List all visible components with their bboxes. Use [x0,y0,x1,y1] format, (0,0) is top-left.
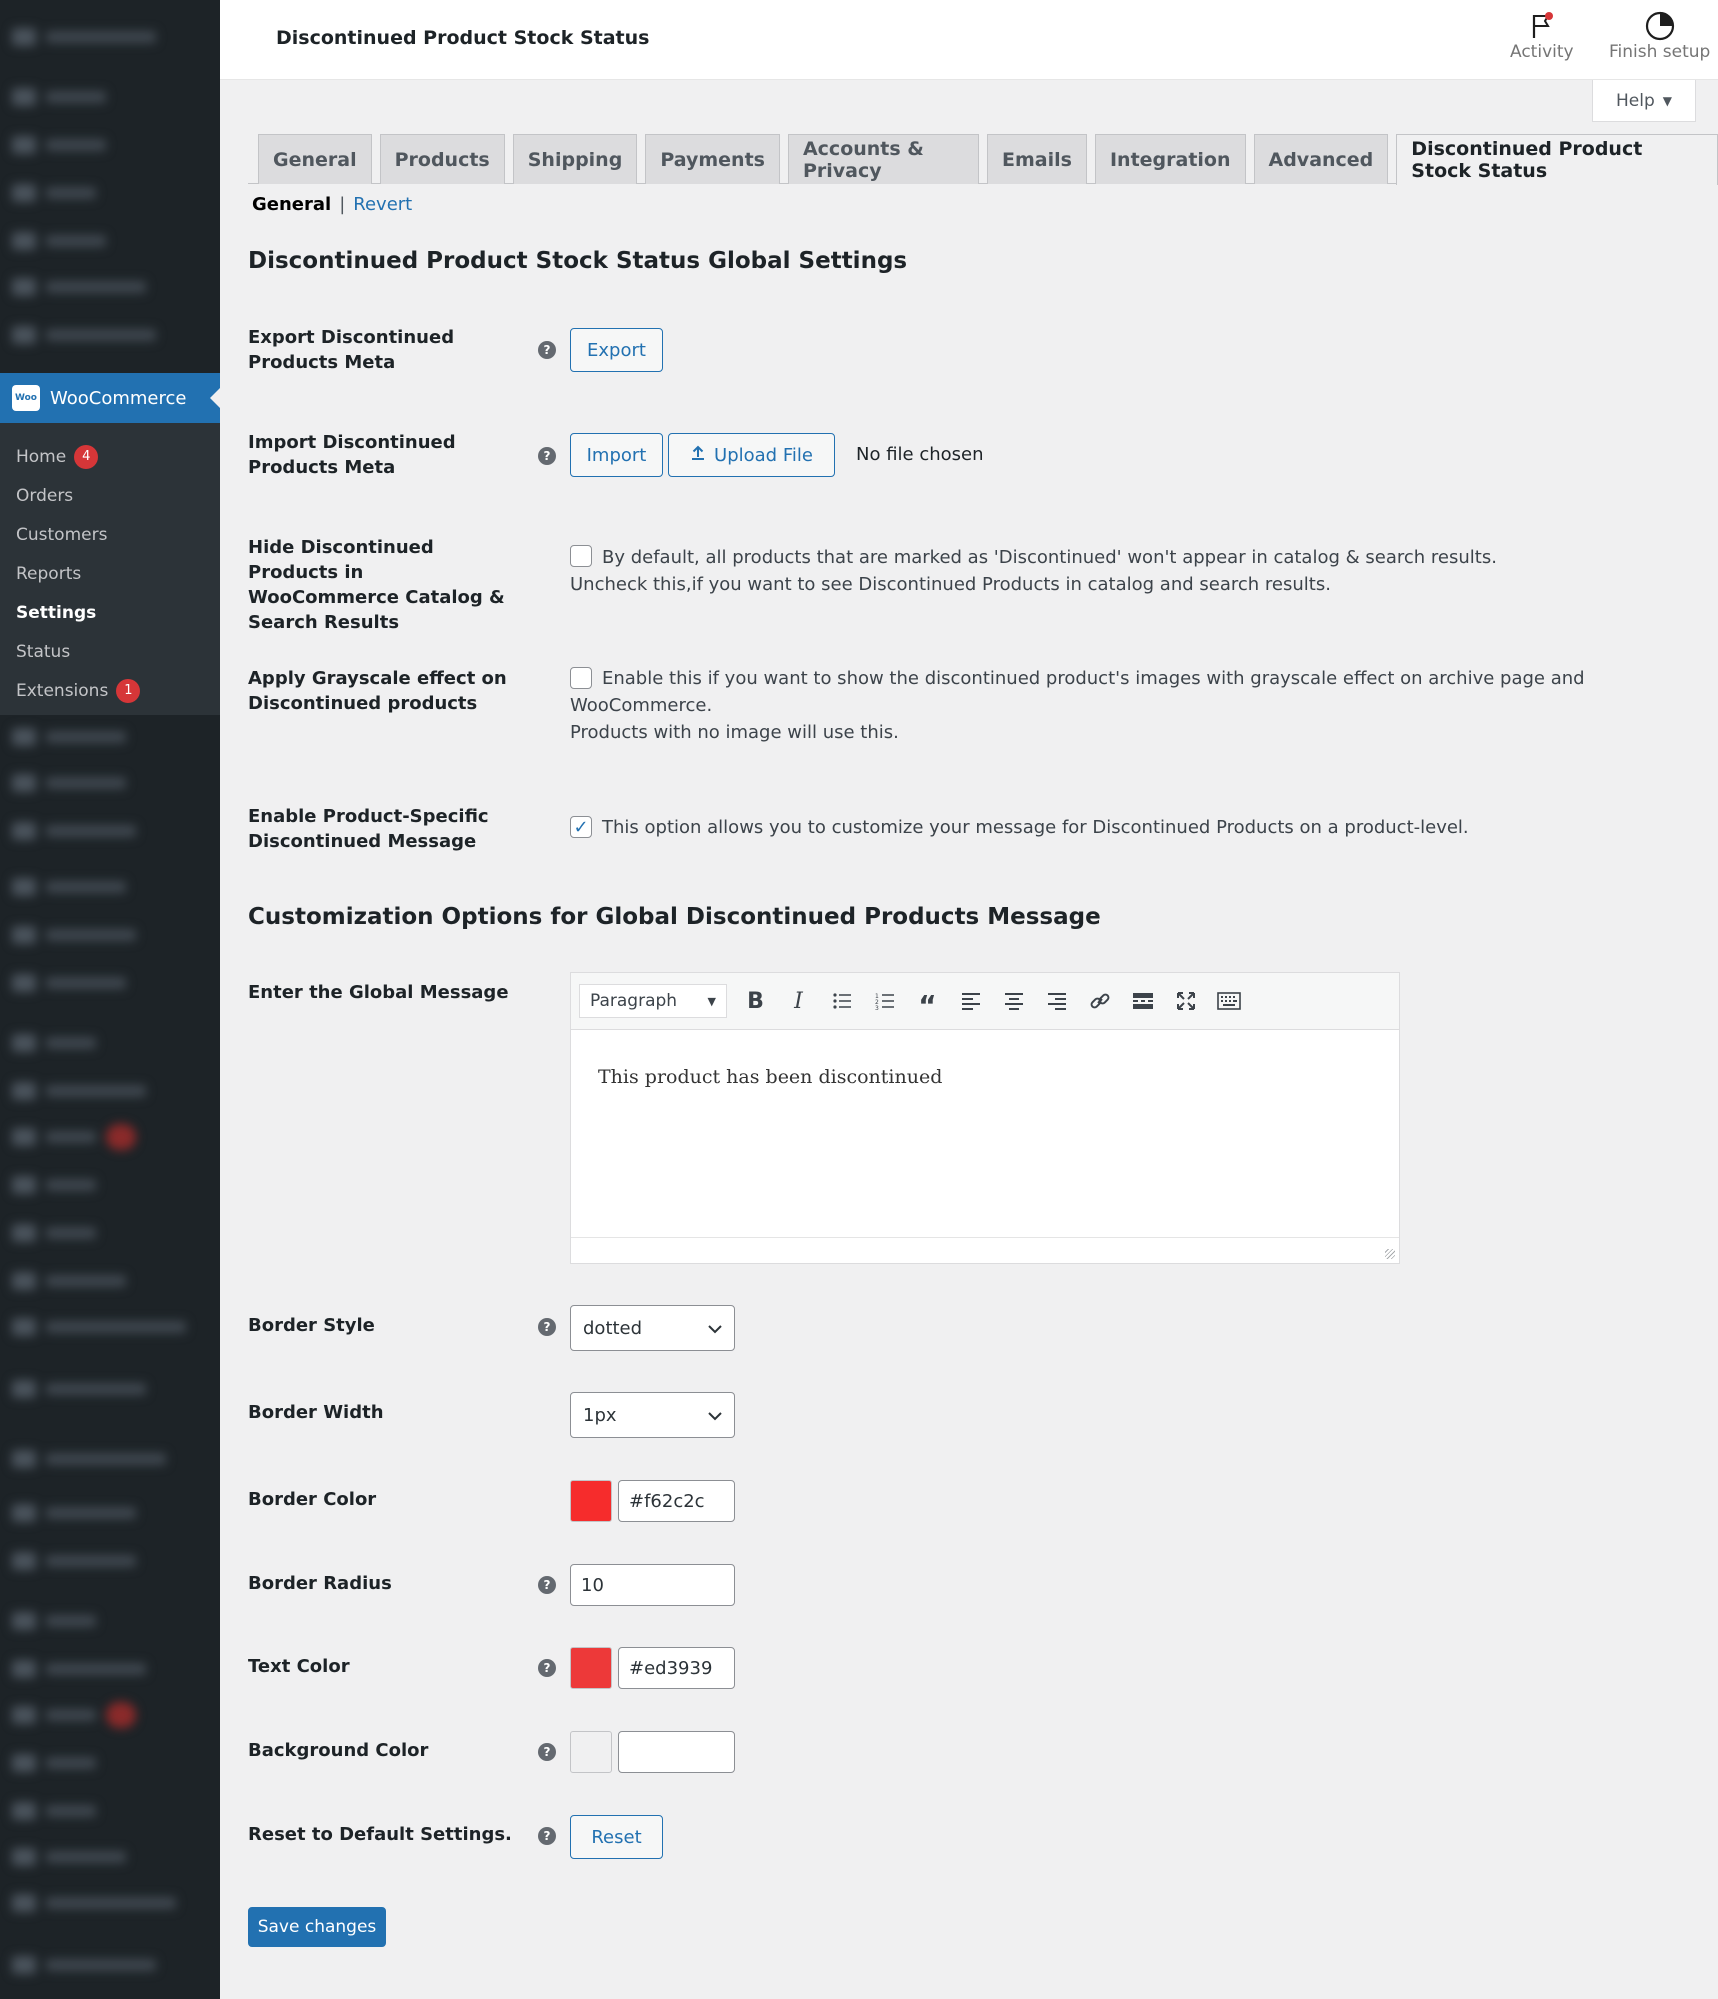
checkmark-icon: ✓ [573,816,589,838]
blurred-menu-item[interactable] [12,1802,96,1820]
help-tip-icon[interactable]: ? [538,1659,556,1677]
blurred-menu-item[interactable] [12,1956,156,1974]
no-file-chosen-text: No file chosen [856,444,984,465]
svg-text:2: 2 [874,999,879,1006]
blurred-menu-item[interactable] [12,184,96,202]
sidebar-item-label: Extensions [16,680,109,701]
tab-emails[interactable]: Emails [987,134,1087,184]
editor-resize-handle[interactable] [571,1237,1399,1263]
background-color-swatch[interactable] [570,1731,612,1773]
export-button[interactable]: Export [570,328,663,372]
settings-tabs [258,134,1718,184]
sub-navigation [252,194,412,215]
save-changes-button[interactable]: Save changes [248,1907,386,1947]
tab-general[interactable]: General [258,134,372,184]
svg-text:1: 1 [874,993,879,1000]
blurred-menu-item[interactable] [12,1176,96,1194]
product-specific-description: This option allows you to customize your message for Discontinued Products on a product-level. [602,817,1469,838]
global-message-label: Enter the Global Message [248,982,509,1003]
description-line: By default, all products that are marked as 'Discontinued' won't appear in catalog & search results. [602,547,1497,568]
editor-content[interactable]: This product has been discontinued [598,1066,943,1088]
sidebar-item-label: Orders [16,485,74,506]
border-width-select[interactable] [570,1392,735,1438]
tab-discontinued-product-stock-status[interactable]: Discontinued Product Stock Status [1396,134,1718,185]
help-tip-icon[interactable]: ? [538,1827,556,1845]
subnav-separator: | [339,194,346,215]
woocommerce-submenu [0,423,220,715]
blurred-menu-item[interactable] [12,1272,126,1290]
bold-icon[interactable]: B [747,988,764,1014]
blurred-menu-item[interactable] [12,1754,96,1772]
blurred-menu-item[interactable] [12,926,136,944]
page-title: Discontinued Product Stock Status [276,27,650,49]
blurred-menu-item[interactable] [12,1552,136,1570]
blurred-menu-item[interactable] [12,774,126,792]
toolbar-toggle-icon[interactable] [1208,984,1249,1018]
format-select-value: Paragraph [590,991,678,1011]
sidebar-item-label: Reports [16,563,82,584]
grayscale-description [570,665,1585,746]
blurred-menu-item[interactable] [12,326,156,344]
border-radius-label: Border Radius [248,1573,392,1594]
import-button[interactable]: Import [570,433,663,477]
product-specific-checkbox[interactable] [570,816,592,838]
help-button[interactable] [1592,80,1696,122]
blurred-menu-item[interactable] [12,278,146,296]
finish-setup-button[interactable] [1609,10,1710,62]
align-center-icon[interactable] [993,984,1034,1018]
progress-circle-icon [1644,10,1676,42]
blurred-menu-item[interactable] [12,28,156,46]
blurred-menu-item[interactable] [12,1706,136,1724]
align-right-icon[interactable] [1036,984,1077,1018]
extensions-count-badge: 1 [116,679,140,703]
description-line: WooCommerce. [570,695,713,716]
text-color-swatch[interactable] [570,1647,612,1689]
blurred-menu-item[interactable] [12,232,106,250]
description-line: Enable this if you want to show the discontinued product's images with grayscale effect on archive page and [602,668,1585,689]
blurred-menu-item[interactable] [12,1318,186,1336]
hide-discontinued-label: Hide Discontinued Products in WooCommerce Catalog & Search Results [248,537,505,633]
product-specific-label: Enable Product-Specific Discontinued Message [248,806,489,852]
border-radius-input[interactable]: 10 [570,1564,735,1606]
sidebar-item-label: Home [16,446,67,467]
blurred-menu-item[interactable] [12,822,136,840]
top-bar [220,0,1718,80]
sidebar-item-label: Status [16,641,71,662]
reset-label: Reset to Default Settings. [248,1824,512,1845]
activity-label: Activity [1510,42,1574,62]
caret-down-icon: ▼ [707,994,716,1008]
subnav-general[interactable]: General [252,194,332,215]
chevron-down-icon [708,1405,722,1426]
global-settings-heading: Discontinued Product Stock Status Global Settings [248,248,908,274]
finish-setup-label: Finish setup [1609,42,1711,62]
blurred-menu-item[interactable] [12,1848,126,1866]
numbered-list-icon[interactable] [864,984,905,1018]
text-color-input[interactable]: #ed3939 [618,1647,735,1689]
editor-toolbar [571,973,1399,1030]
help-tip-icon[interactable]: ? [538,1743,556,1761]
border-width-label: Border Width [248,1402,384,1423]
blurred-menu-item[interactable] [12,1660,146,1678]
tab-products[interactable]: Products [380,134,505,184]
border-color-input[interactable]: #f62c2c [618,1480,735,1522]
upload-file-button[interactable] [668,433,835,477]
help-tip-icon[interactable]: ? [538,1318,556,1336]
hide-discontinued-description [570,544,1497,598]
link-icon[interactable] [1079,984,1120,1018]
blurred-menu-item[interactable] [12,974,126,992]
background-color-label: Background Color [248,1740,429,1761]
help-tip-icon[interactable]: ? [538,1576,556,1594]
blurred-menu-item[interactable] [12,878,126,896]
align-left-icon[interactable] [950,984,991,1018]
tab-payments[interactable]: Payments [645,134,780,184]
sidebar-item-label: Customers [16,524,108,545]
sidebar-item-status[interactable] [0,632,220,671]
blurred-menu-item[interactable] [12,728,126,746]
italic-icon[interactable]: I [794,988,803,1014]
border-style-select[interactable] [570,1305,735,1351]
sidebar-item-orders[interactable] [0,476,220,515]
sidebar-item-woocommerce[interactable] [0,373,220,423]
grayscale-label: Apply Grayscale effect on Discontinued products [248,668,507,714]
blurred-menu-item[interactable] [12,1504,136,1522]
sidebar-item-customers[interactable] [0,515,220,554]
background-color-input[interactable] [618,1731,735,1773]
border-width-value: 1px [583,1404,617,1426]
blockquote-icon[interactable]: “ [918,988,937,1022]
caret-down-icon: ▼ [1662,93,1672,108]
sidebar-item-settings[interactable] [0,593,220,632]
tab-shipping[interactable]: Shipping [513,134,638,184]
blurred-menu-item[interactable] [12,88,106,106]
chevron-down-icon [708,1318,722,1339]
tab-accounts-privacy[interactable]: Accounts & Privacy [788,134,979,184]
blurred-menu-item[interactable] [12,1128,136,1146]
blurred-menu-item[interactable] [12,1612,96,1630]
global-message-editor [570,972,1400,1264]
fullscreen-icon[interactable] [1165,984,1206,1018]
export-label: Export Discontinued Products Meta [248,327,455,373]
read-more-icon[interactable] [1122,984,1163,1018]
help-tip-icon[interactable]: ? [538,447,556,465]
blurred-menu-item[interactable] [12,1224,96,1242]
border-color-label: Border Color [248,1489,377,1510]
woo-logo-icon: Woo [12,385,40,411]
reset-button[interactable]: Reset [570,1815,663,1859]
subnav-revert-link[interactable]: Revert [353,194,413,215]
blurred-menu-item[interactable] [12,1380,146,1398]
tab-advanced[interactable]: Advanced [1254,134,1389,184]
flag-icon [1528,10,1556,42]
svg-text:3: 3 [874,1005,879,1010]
blurred-menu-item[interactable] [12,1082,146,1100]
border-style-label: Border Style [248,1315,375,1336]
blurred-menu-item[interactable] [12,1450,166,1468]
sidebar-item-reports[interactable] [0,554,220,593]
admin-sidebar [0,0,220,1999]
customization-heading: Customization Options for Global Discontinued Products Message [248,904,1101,930]
format-select[interactable] [579,984,727,1018]
activity-button[interactable] [1510,10,1574,62]
blurred-menu-item[interactable] [12,136,106,154]
sidebar-item-home[interactable] [0,437,220,476]
bullet-list-icon[interactable] [821,984,862,1018]
description-line: Products with no image will use this. [570,722,899,743]
tab-integration[interactable]: Integration [1095,134,1246,184]
import-label: Import Discontinued Products Meta [248,432,456,478]
upload-icon [690,445,706,466]
upload-file-label: Upload File [714,444,813,466]
sidebar-woocommerce-label: WooCommerce [50,387,187,409]
help-tip-icon[interactable]: ? [538,341,556,359]
help-label: Help [1616,90,1655,111]
border-color-swatch[interactable] [570,1480,612,1522]
home-count-badge: 4 [74,445,98,469]
sidebar-item-extensions[interactable] [0,671,220,710]
description-line: Uncheck this,if you want to see Discontinued Products in catalog and search results. [570,574,1331,595]
blurred-menu-item[interactable] [12,1034,96,1052]
text-color-label: Text Color [248,1656,350,1677]
blurred-menu-item[interactable] [12,1894,176,1912]
sidebar-item-label: Settings [16,602,97,623]
border-style-value: dotted [583,1317,643,1339]
